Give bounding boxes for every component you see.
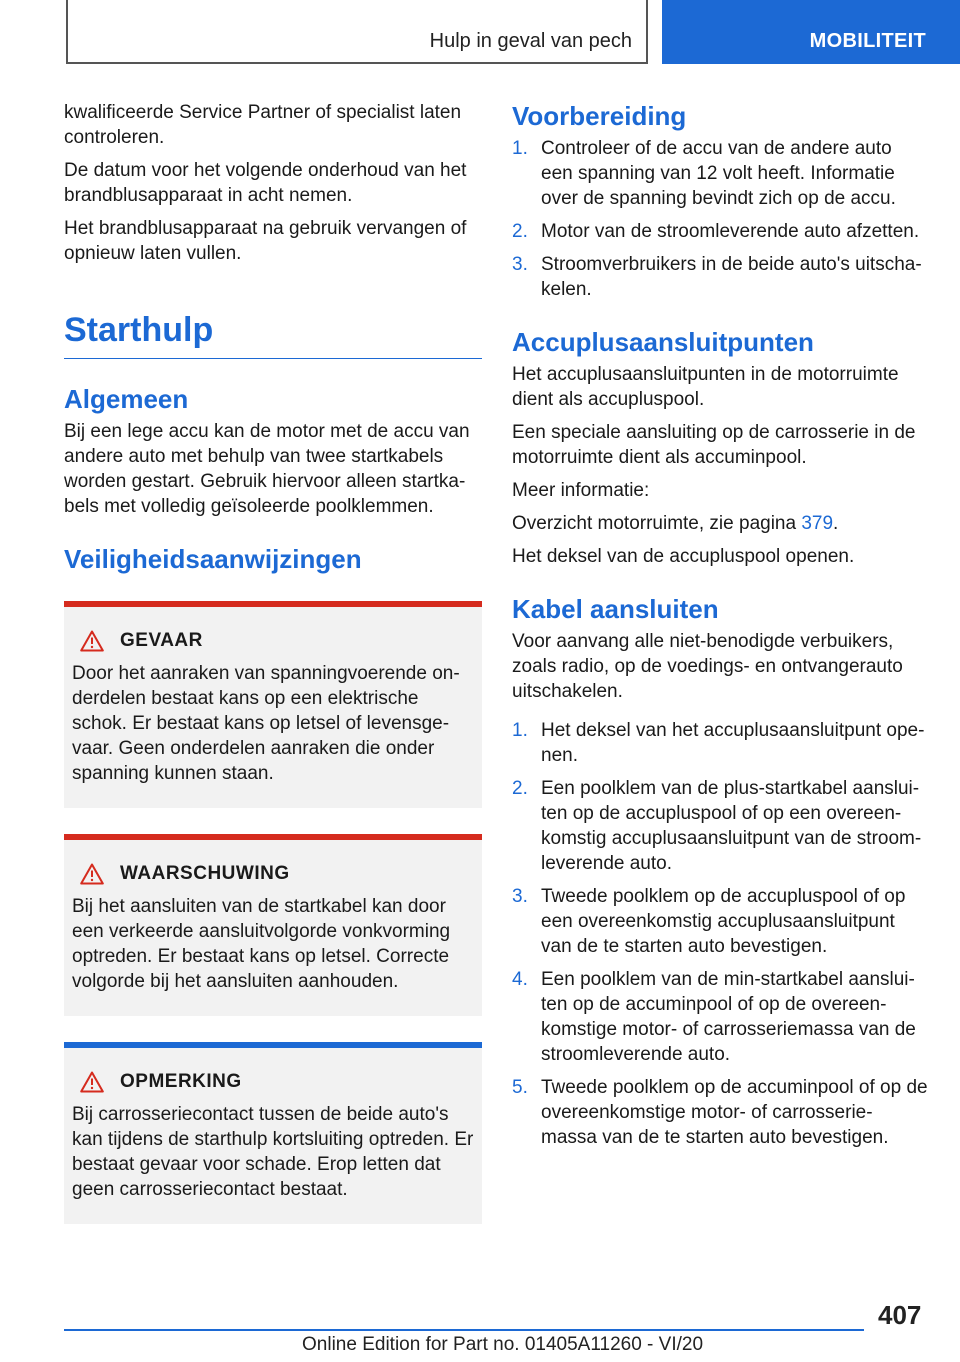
note-label: OPMERKING xyxy=(120,1071,242,1092)
warning-label: WAARSCHUWING xyxy=(120,863,290,884)
algemeen-text: Bij een lege accu kan de motor met de accu van andere auto met behulp van twee startkabels worden gestart. Gebruik hiervoor alleen startka‐bels met volledig geïsoleerde poolklemmen. xyxy=(64,421,470,517)
intro-paragraph-2: De datum voor het volgende onderhoud van het brandblusapparaat in acht nemen. xyxy=(64,160,467,206)
list-item: 1. Controleer of de accu van de andere auto een spanning van 12 volt heeft. Informatie over de spanning bevindt zich op de accu. xyxy=(512,138,896,209)
list-item: 2. Een poolklem van de plus-startkabel aanslui‐ten op de accupluspool of op een overeen‐komstig accuplusaansluitpunt van de stroom‐leverende auto. xyxy=(512,778,922,874)
algemeen-heading: Algemeen xyxy=(64,384,189,414)
list-item: 5. Tweede poolklem op de accuminpool of op de overeenkomstige motor- of carrosserie‐massa van de te starten auto bevestigen. xyxy=(512,1077,928,1148)
warning-box xyxy=(64,834,482,1016)
chapter-tab[interactable] xyxy=(662,0,960,64)
accuplus-reference: Overzicht motorruimte, zie pagina 379. xyxy=(512,513,839,534)
kabel-heading: Kabel aansluiten xyxy=(512,594,719,624)
edition-footer: Online Edition for Part no. 01405A11260 - VI/20 xyxy=(302,1334,704,1355)
warning-text: Bij het aansluiten van de startkabel kan door een verkeerde aansluitvolgorde vonkvorming optreden. Er bestaat kans op letsel. Correcte volgorde bij het aansluiten aanhouden. xyxy=(72,896,451,992)
list-item: 3. Tweede poolklem op de accupluspool of op een overeenkomstig accuplusaansluitpunt van de te starten auto bevestigen. xyxy=(512,886,906,957)
right-column xyxy=(512,100,928,1158)
header-frame xyxy=(66,0,648,64)
voorbereiding-heading: Voorbereiding xyxy=(512,101,687,131)
footer-divider xyxy=(64,1329,864,1331)
list-item: 2. Motor van de stroomleverende auto afzetten. xyxy=(512,221,920,242)
note-box xyxy=(64,1042,482,1224)
accuplus-text-3: Meer informatie: xyxy=(512,480,650,501)
accuplus-text-1: Het accuplusaansluitpunten in de motorruimte dient als accupluspool. xyxy=(512,364,899,410)
accuplus-text-2: Een speciale aansluiting op de carrosserie in de motorruimte dient als accuminpool. xyxy=(512,422,916,468)
danger-box xyxy=(64,601,482,808)
left-column xyxy=(64,100,482,1224)
danger-text: Door het aanraken van spanningvoerende on‐derdelen bestaat kans op een elektrische schok. Er bestaat kans op letsel of levensge‐vaar. Geen onderdelen aanraken die onder spanning kunnen staan. xyxy=(72,663,460,784)
accuplus-heading: Accuplusaansluitpunten xyxy=(512,327,814,357)
page-link-379[interactable]: 379 xyxy=(801,513,834,534)
intro-paragraph-3: Het brandblusapparaat na gebruik vervangen of opnieuw laten vullen. xyxy=(64,218,467,264)
intro-paragraph-1: kwalificeerde Service Partner of specialist laten controleren. xyxy=(64,102,462,148)
note-text: Bij carrosseriecontact tussen de beide auto's kan tijdens de starthulp kortsluiting optreden. Er bestaat gevaar voor schade. Erop letten dat geen carrosseriecontact bestaat. xyxy=(72,1104,474,1200)
list-item: 3. Stroomverbruikers in de beide auto's uitscha‐kelen. xyxy=(512,254,922,300)
kabel-intro: Voor aanvang alle niet-benodigde verbuikers, zoals radio, op de voedings- en ontvangerauto uitschakelen. xyxy=(512,631,903,702)
kabel-steps xyxy=(512,718,928,1150)
voorbereiding-steps xyxy=(512,136,928,302)
warning-triangle-icon xyxy=(80,630,104,652)
chapter-tab-label: MOBILITEIT xyxy=(809,30,926,52)
list-item: 1. Het deksel van het accuplusaansluitpunt ope‐nen. xyxy=(512,720,925,766)
accuplus-text-4: Het deksel van de accupluspool openen. xyxy=(512,546,855,567)
chapter-heading: Starthulp xyxy=(64,310,482,359)
danger-label: GEVAAR xyxy=(120,630,203,651)
warning-triangle-icon xyxy=(80,1071,104,1093)
list-item: 4. Een poolklem van de min-startkabel aanslui‐ten op de accuminpool of op de overeen‐komstige motor- of carrosseriemassa van de stroomleverende auto. xyxy=(512,969,916,1065)
page-number: 407 xyxy=(878,1300,922,1330)
section-title: Hulp in geval van pech xyxy=(429,30,632,52)
warning-triangle-icon xyxy=(80,863,104,885)
veiligheid-heading: Veiligheidsaanwijzingen xyxy=(64,544,362,574)
